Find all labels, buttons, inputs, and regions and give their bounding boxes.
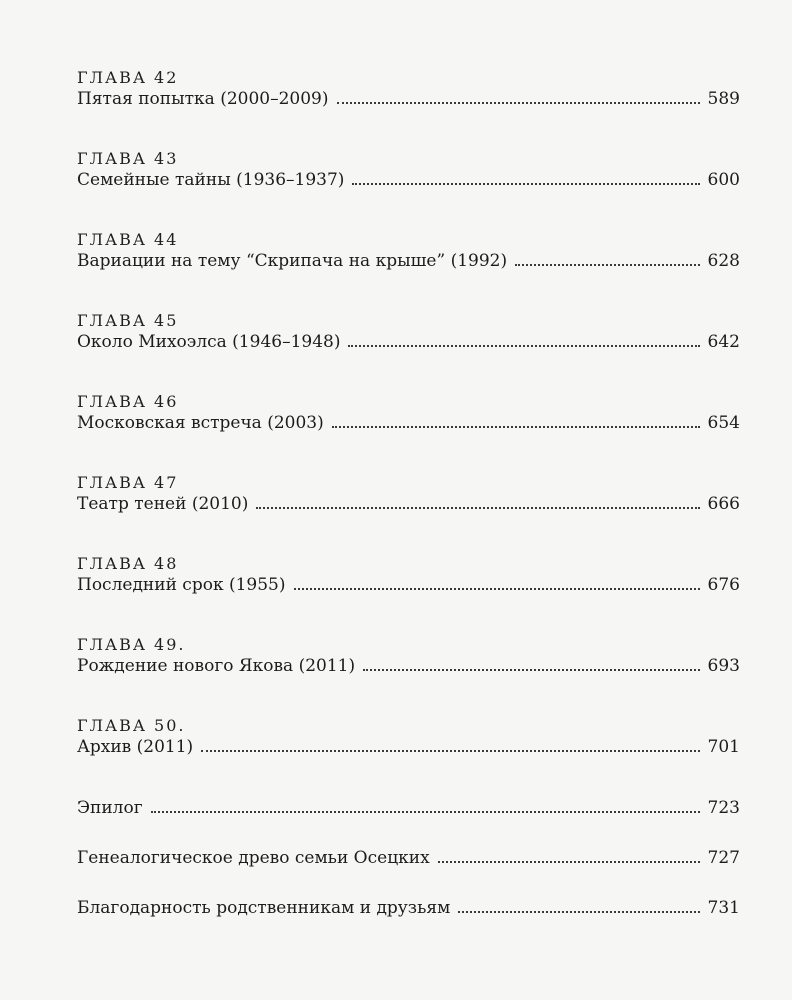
dot-leader (363, 668, 699, 671)
toc-line (77, 574, 740, 596)
section-title: Генеалогическое древо семьи Осецких (77, 848, 430, 868)
dot-leader (438, 860, 700, 863)
toc-entry-chapter-43 (77, 149, 740, 230)
dot-leader (294, 587, 700, 590)
page-number: 723 (707, 798, 740, 818)
chapter-title: Пятая попытка (2000–2009) (77, 89, 329, 109)
page-number: 642 (707, 332, 740, 352)
chapter-title: Последний срок (1955) (77, 575, 286, 595)
page-number: 731 (707, 898, 740, 918)
toc-entry-chapter-49 (77, 635, 740, 716)
page-number: 701 (707, 737, 740, 757)
chapter-label: ГЛАВА 45 (77, 311, 179, 330)
section-title: Эпилог (77, 798, 143, 818)
section-title: Благодарность родственникам и друзьям (77, 898, 451, 918)
chapter-label: ГЛАВА 47 (77, 473, 179, 492)
dot-leader (151, 810, 700, 813)
page-number: 654 (707, 413, 740, 433)
toc-entry-chapter-48 (77, 554, 740, 635)
toc-entry-chapter-50 (77, 716, 740, 797)
page-number: 676 (707, 575, 740, 595)
chapter-title: Семейные тайны (1936–1937) (77, 170, 345, 190)
chapter-title: Театр теней (2010) (77, 494, 249, 514)
page-number: 727 (707, 848, 740, 868)
dot-leader (337, 101, 700, 104)
toc-entry-chapter-47 (77, 473, 740, 554)
dot-leader (458, 910, 699, 913)
chapter-title: Архив (2011) (77, 737, 194, 757)
dot-leader (515, 263, 699, 266)
chapter-title: Рождение нового Якова (2011) (77, 656, 356, 676)
page-number: 600 (707, 170, 740, 190)
dot-leader (332, 425, 700, 428)
toc-entry-chapter-46 (77, 392, 740, 473)
toc-line (77, 493, 740, 515)
toc-line (77, 897, 740, 919)
dot-leader (348, 344, 699, 347)
toc-line (77, 250, 740, 272)
toc-entry-family-tree (77, 847, 740, 897)
chapter-title: Около Михоэлса (1946–1948) (77, 332, 341, 352)
chapter-label: ГЛАВА 42 (77, 68, 179, 87)
toc-line (77, 331, 740, 353)
chapter-label: ГЛАВА 43 (77, 149, 179, 168)
toc-line (77, 797, 740, 819)
toc-entry-acknowledgements (77, 897, 740, 947)
chapter-label: ГЛАВА 48 (77, 554, 179, 573)
dot-leader (352, 182, 699, 185)
toc-entry-chapter-44 (77, 230, 740, 311)
toc-line (77, 412, 740, 434)
chapter-label: ГЛАВА 46 (77, 392, 179, 411)
toc-line (77, 847, 740, 869)
chapter-label: ГЛАВА 50. (77, 716, 186, 735)
dot-leader (256, 506, 699, 509)
toc-line (77, 736, 740, 758)
page-number: 666 (707, 494, 740, 514)
page-number: 628 (707, 251, 740, 271)
chapter-label: ГЛАВА 49. (77, 635, 186, 654)
page-number: 589 (707, 89, 740, 109)
chapter-label: ГЛАВА 44 (77, 230, 179, 249)
page-number: 693 (707, 656, 740, 676)
toc-entry-epilogue (77, 797, 740, 847)
chapter-title: Московская встреча (2003) (77, 413, 324, 433)
chapter-title: Вариации на тему “Скрипача на крыше” (1992) (77, 251, 508, 271)
toc-line (77, 169, 740, 191)
toc-line (77, 88, 740, 110)
table-of-contents (77, 68, 740, 947)
toc-entry-chapter-42 (77, 68, 740, 149)
toc-entry-chapter-45 (77, 311, 740, 392)
dot-leader (201, 749, 699, 752)
toc-line (77, 655, 740, 677)
